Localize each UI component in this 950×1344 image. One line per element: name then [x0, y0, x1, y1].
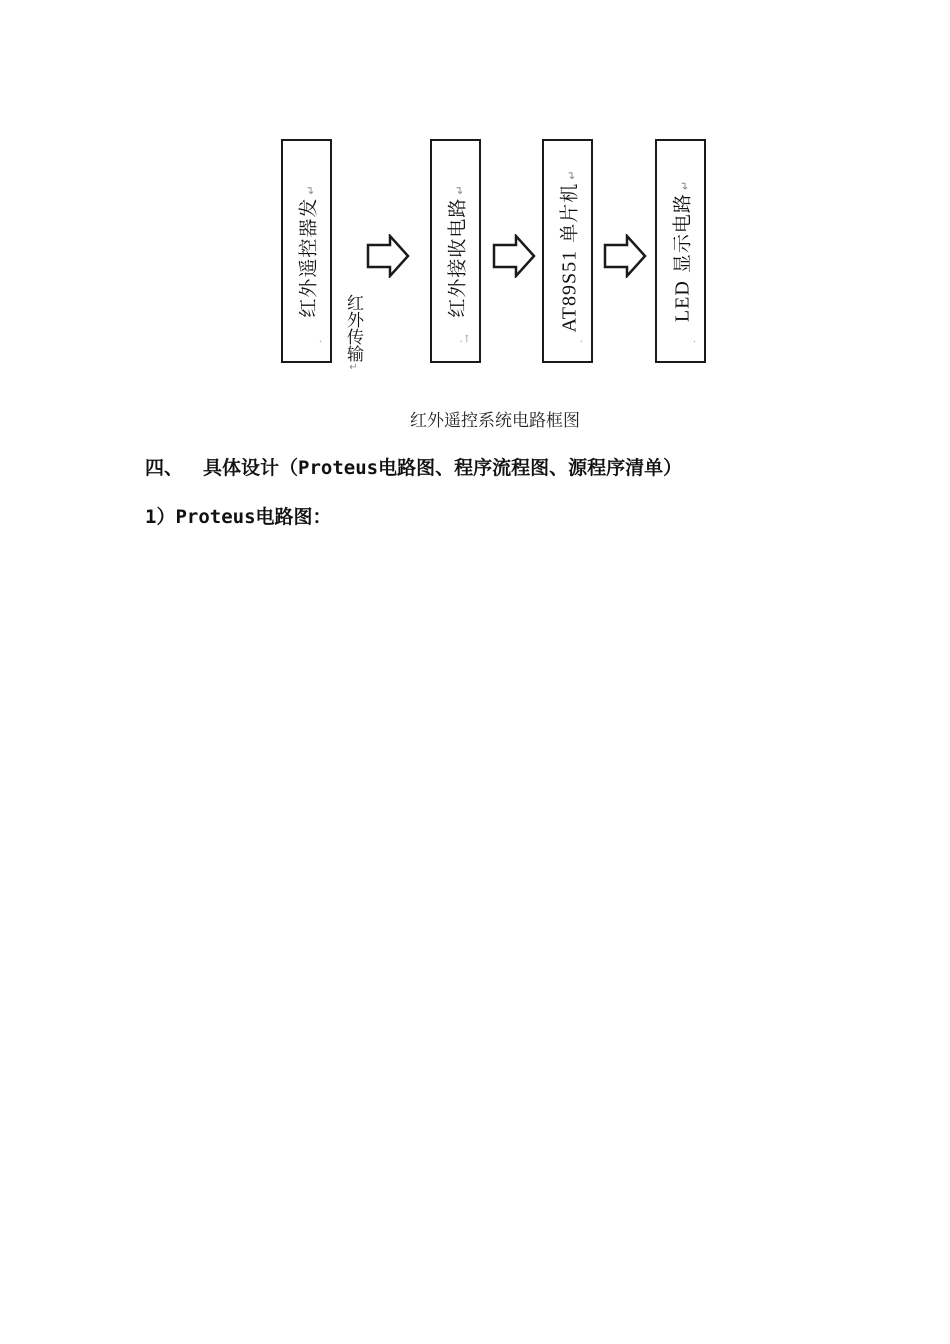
section-title: 具体设计（Proteus电路图、程序流程图、源程序清单）	[203, 457, 683, 479]
section-heading	[145, 453, 682, 480]
paragraph-dot: .	[692, 334, 696, 345]
block-led-display	[655, 139, 706, 363]
paragraph-dot: .	[318, 334, 322, 345]
paragraph-dot: .↑	[459, 334, 471, 345]
block-label: 红外接收电路↵	[446, 184, 468, 318]
figure-caption: 红外遥控系统电路框图	[410, 411, 580, 431]
block-label: AT89S51 单片机↵	[558, 169, 580, 333]
block-ir-transmitter	[281, 139, 332, 363]
right-arrow-icon	[492, 234, 536, 278]
right-arrow-icon	[603, 234, 647, 278]
block-ir-receiver	[430, 139, 481, 363]
right-arrow-icon	[366, 234, 410, 278]
block-mcu	[542, 139, 593, 363]
block-label: 红外遥控器发↵	[297, 184, 319, 318]
subsection-heading: 1）Proteus电路图：	[145, 506, 332, 528]
paragraph-dot: .	[579, 334, 583, 345]
transmission-label: 红外传输↵	[343, 294, 363, 373]
block-label: LED 显示电路↵	[671, 179, 693, 323]
section-number: 四、	[145, 457, 184, 479]
